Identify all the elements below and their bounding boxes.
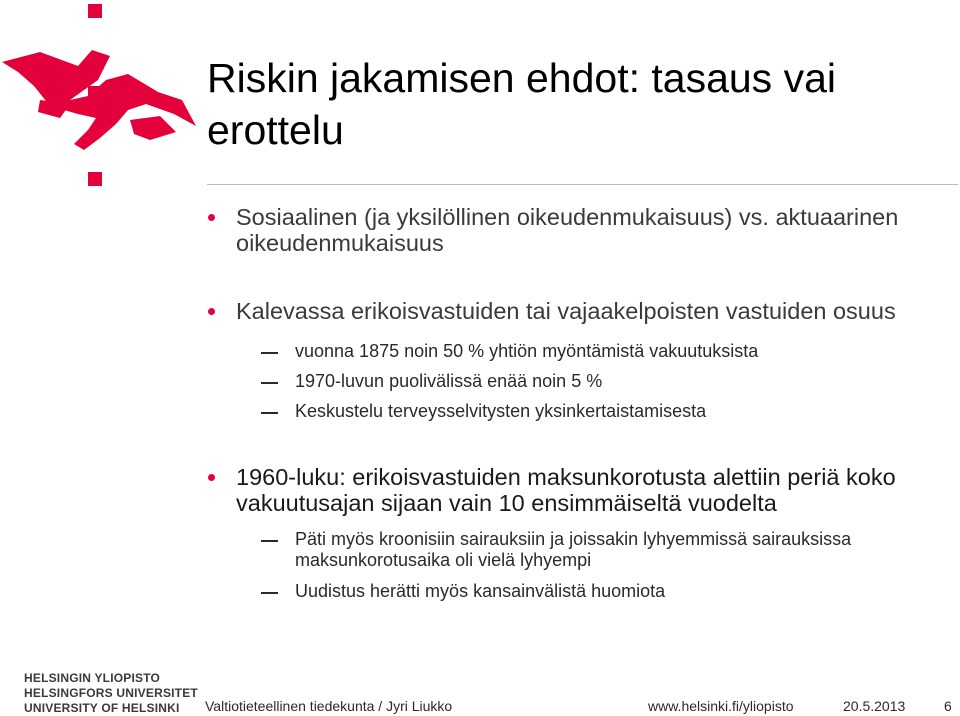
logo-line-en: UNIVERSITY OF HELSINKI (24, 701, 180, 715)
footer-faculty: Valtiotieteellinen tiedekunta / Jyri Liukko (205, 698, 453, 714)
bullet-item: 1960-luku: erikoisvastuiden maksunkorotusta alettiin periä koko vakuutusajan sijaan vain 10 ensimmäiseltä vuodelta (207, 464, 947, 516)
logo-line-sv: HELSINGFORS UNIVERSITET (24, 686, 198, 700)
university-logo-text (24, 671, 198, 716)
title-divider (207, 184, 958, 185)
bullet-item: Kalevassa erikoisvastuiden tai vajaakelpoisten vastuiden osuus (207, 298, 947, 324)
slide-content (207, 204, 947, 602)
sub-bullet-item: 1970-luvun puolivälissä enää noin 5 % (207, 371, 947, 392)
sub-bullet-item: vuonna 1875 noin 50 % yhtiön myöntämistä vakuutuksista (207, 341, 947, 362)
slide-title: Riskin jakamisen ehdot: tasaus vai erottelu (207, 55, 836, 153)
sub-bullet-item: Päti myös kroonisiin sairauksiin ja joissakin lyhyemmissä sairauksissa maksunkorotusaika oli vielä lyhyempi (207, 529, 947, 571)
sub-bullet-item: Uudistus herätti myös kansainvälistä huomiota (207, 581, 947, 602)
footer-date: 20.5.2013 (843, 698, 906, 714)
helsinki-flame-logo-icon (0, 0, 200, 200)
bullet-item: Sosiaalinen (ja yksilöllinen oikeudenmukaisuus) vs. aktuaarinen oikeudenmukaisuus (207, 204, 947, 256)
footer-url: www.helsinki.fi/yliopisto (648, 698, 794, 714)
logo-line-fi: HELSINGIN YLIOPISTO (24, 671, 161, 685)
sub-bullet-item: Keskustelu terveysselvitysten yksinkertaistamisesta (207, 401, 947, 422)
footer-page-number: 6 (944, 698, 952, 714)
